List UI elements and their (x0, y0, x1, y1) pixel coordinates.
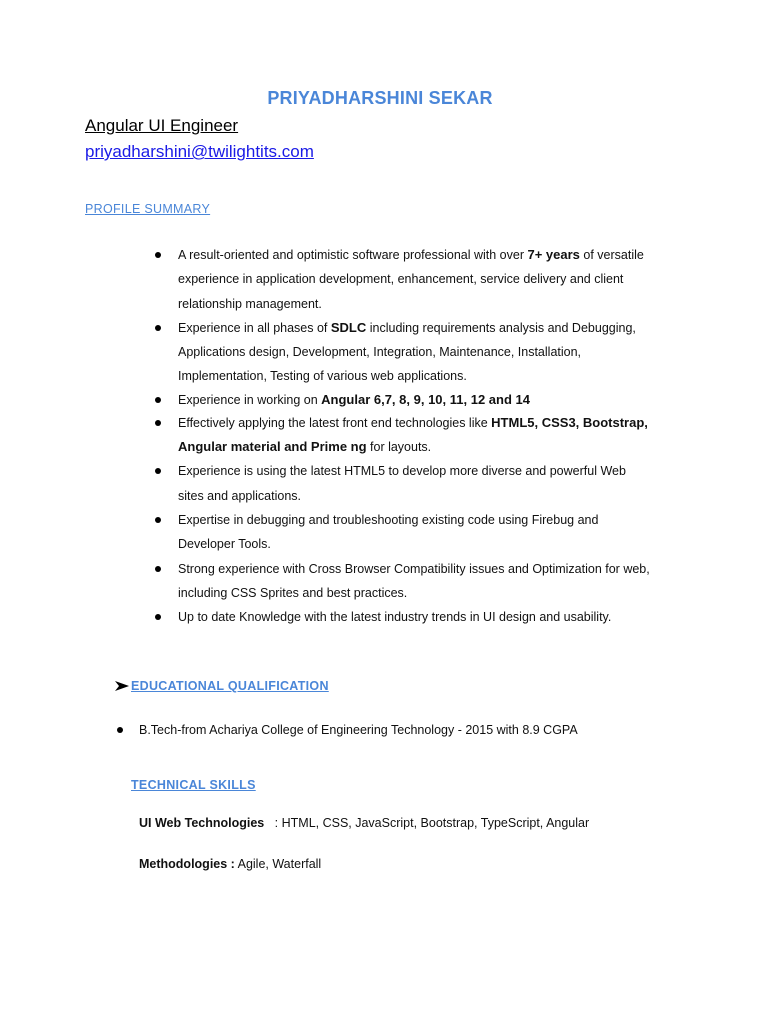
profile-summary-list (150, 243, 650, 629)
skill-methodologies-label: Methodologies : (139, 857, 235, 871)
profile-item-text: Experience in all phases of (178, 320, 331, 335)
profile-item-text: Strong experience with Cross Browser Compatibility issues and Optimization for web, including CSS Sprites and best practices. (178, 561, 650, 600)
profile-item (150, 243, 650, 316)
profile-item-text: A result-oriented and optimistic software professional with over (178, 248, 528, 262)
profile-item (150, 508, 650, 557)
bullet-icon (155, 420, 161, 426)
profile-item-text: Experience in working on (178, 392, 322, 407)
profile-item-text: for layouts. (366, 440, 432, 455)
profile-item-text: Experience is using the latest HTML5 to develop more diverse and powerful Web sites and applications. (178, 464, 626, 503)
profile-item-emphasis: 7+ years (527, 247, 580, 262)
candidate-name: PRIYADHARSHINI SEKAR (267, 88, 493, 108)
profile-summary-heading: PROFILE SUMMARY (85, 202, 211, 216)
profile-item (150, 411, 650, 460)
profile-item-emphasis: HTML5, CSS3, Bootstrap, Angular material and Prime ng (178, 414, 648, 455)
profile-item-text: of versatile experience in application development, enhancement, service delivery and client relationship management. (178, 248, 644, 311)
profile-item-emphasis: Angular 6,7, 8, 9, 10, 11, 12 and 14 (321, 391, 530, 407)
bullet-icon (155, 517, 161, 523)
profile-item-emphasis: SDLC (330, 319, 367, 335)
skill-methodologies (139, 857, 321, 871)
skill-web-technologies (139, 816, 589, 830)
job-title: Angular UI Engineer (85, 116, 239, 135)
profile-item-text: Effectively applying the latest front end technologies like (178, 415, 492, 430)
bullet-icon (155, 325, 161, 331)
profile-item (150, 557, 650, 606)
email-link[interactable]: priyadharshini@twilightits.com (85, 142, 314, 161)
education-item-text: B.Tech-from Achariya College of Engineering Technology - 2015 with 8.9 CGPA (139, 723, 578, 737)
profile-item-text: Expertise in debugging and troubleshooting existing code using Firebug and Developer Tools. (178, 512, 599, 552)
bullet-icon (155, 614, 161, 620)
technical-skills-heading: TECHNICAL SKILLS (131, 778, 256, 792)
profile-item (150, 389, 650, 411)
bullet-icon (155, 468, 161, 474)
profile-item (150, 459, 650, 508)
bullet-icon (155, 566, 161, 572)
skill-web-value: : HTML, CSS, JavaScript, Bootstrap, TypeScript, Angular (264, 816, 590, 830)
bullet-icon (155, 252, 161, 258)
education-heading: EDUCATIONAL QUALIFICATION (131, 679, 329, 693)
profile-item-text: Up to date Knowledge with the latest industry trends in UI design and usability. (178, 610, 612, 625)
bullet-icon (155, 397, 161, 403)
bullet-icon (117, 727, 123, 733)
profile-item (150, 316, 650, 389)
skill-methodologies-value: Agile, Waterfall (234, 857, 322, 871)
profile-item (150, 605, 650, 629)
profile-item-text: including requirements analysis and Debugging, Applications design, Development, Integration, Maintenance, Installation, Implementation, Testing of various web applications. (178, 320, 636, 384)
education-item (114, 720, 578, 740)
skill-web-label: UI Web Technologies (139, 816, 265, 830)
arrow-bullet-icon (114, 678, 130, 694)
